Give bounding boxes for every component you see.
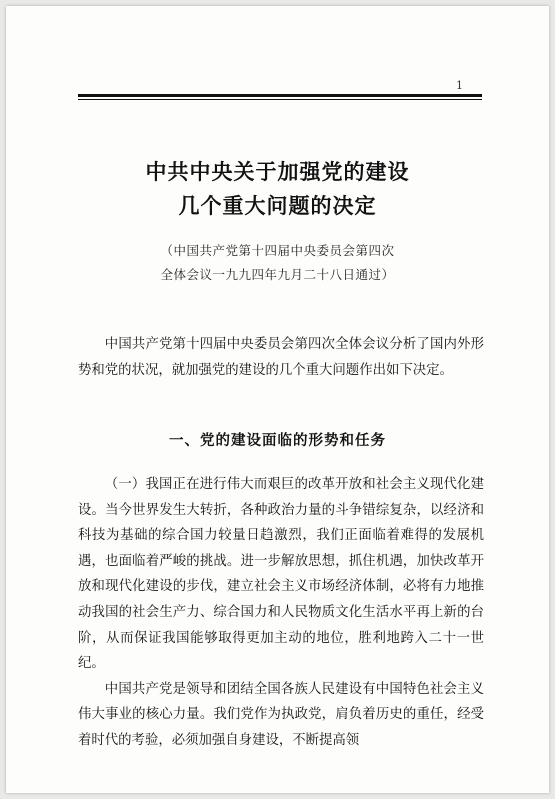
document-title-line-2: 几个重大问题的决定 <box>178 194 377 218</box>
document-subtitle-line-1: （中国共产党第十四届中央委员会第四次 <box>160 243 395 258</box>
document-title-line-1: 中共中央关于加强党的建设 <box>145 160 410 184</box>
header-rule-thin <box>78 99 482 100</box>
section-heading: 一、党的建设面临的形势和任务 <box>169 433 386 449</box>
body-block <box>78 472 484 754</box>
intro-block <box>78 332 484 383</box>
document-subtitle-line-2: 全体会议一九九四年九月二十八日通过） <box>160 267 395 282</box>
body-paragraph-2: 中国共产党是领导和团结全国各族人民建设有中国特色社会主义伟大事业的核心力量。我们党作为执政党，肩负着历史的重任，经受着时代的考验，必须加强自身建设，不断提高领 <box>78 681 484 748</box>
document-page <box>6 6 549 793</box>
intro-paragraph: 中国共产党第十四届中央委员会第四次全体会议分析了国内外形势和党的状况，就加强党的建设的几个重大问题作出如下决定。 <box>78 337 484 378</box>
header-rule-thick <box>78 94 482 97</box>
page-number: 1 <box>456 79 463 92</box>
body-paragraph-1: （一）我国正在进行伟大而艰巨的改革开放和社会主义现代化建设。当今世界发生大转折，各种政治力量的斗争错综复杂，以经济和科技为基础的综合国力较量日趋激烈，我们正面临着难得的发展机遇，也面临着严峻的挑战。进一步解放思想，抓住机遇，加快改革开放和现代化建设的步伐，建立社会主义市场经济体制，必将有力地推动我国的社会生产力、综合国力和人民物质文化生活水平再上新的台阶，从而保证我国能够取得更加主动的地位，胜利地跨入二十一世纪。 <box>78 477 484 672</box>
